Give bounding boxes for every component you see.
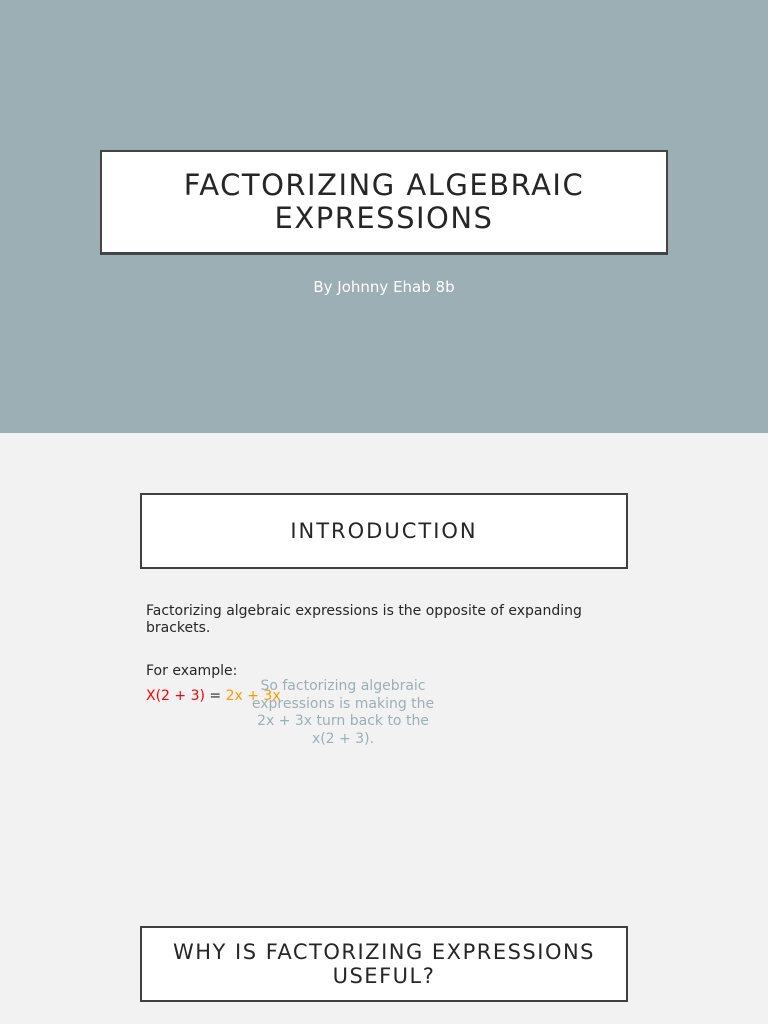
slide-title: FACTORIZING ALGEBRAIC EXPRESSIONS	[183, 168, 585, 235]
title-box	[100, 150, 668, 255]
introduction-slide	[0, 433, 768, 1024]
slide-subtitle: By Johnny Ehab 8b	[313, 278, 455, 296]
explanation-note: So factorizing algebraic expressions is making the 2x + 3x turn back to the x(2 + 3).	[251, 678, 435, 747]
intro-heading-box	[140, 493, 628, 569]
next-slide-heading: WHY IS FACTORIZING EXPRESSIONS USEFUL?	[172, 940, 596, 988]
next-heading-box	[140, 926, 628, 1002]
example-label: For example:	[146, 663, 238, 679]
intro-body-text: Factorizing algebraic expressions is the opposite of expanding brackets.	[146, 603, 582, 636]
expanded-expression: 2x + 3x	[225, 688, 281, 704]
factored-expression: X(2 + 3)	[146, 688, 205, 704]
title-slide	[0, 0, 768, 433]
intro-heading: INTRODUCTION	[290, 519, 478, 543]
equals-sign: =	[204, 688, 226, 704]
